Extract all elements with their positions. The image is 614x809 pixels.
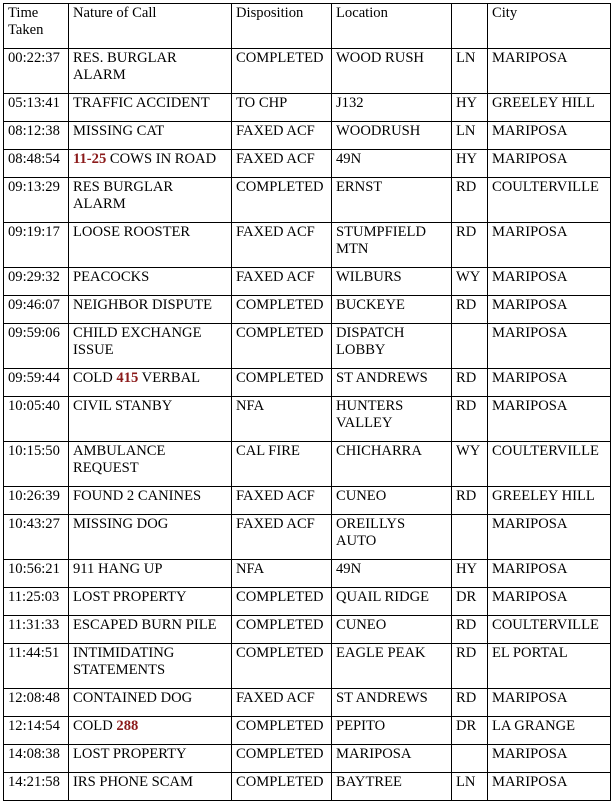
cell-street-suffix: HY (452, 94, 488, 122)
cell-street-suffix: RD (452, 296, 488, 324)
cell-time: 00:22:37 (4, 49, 69, 94)
cell-street-suffix: RD (452, 178, 488, 223)
column-header-disposition: Disposition (232, 4, 332, 49)
table-row (4, 745, 611, 773)
nature-text-suffix: VERBAL (138, 370, 201, 386)
nature-text: LOST PROPERTY (73, 746, 187, 762)
cell-disposition: COMPLETED (232, 588, 332, 616)
cell-nature (69, 369, 232, 397)
cell-street-suffix (452, 515, 488, 560)
cell-city: MARIPOSA (488, 296, 611, 324)
header-row (4, 4, 611, 49)
cell-disposition: NFA (232, 397, 332, 442)
cell-city: GREELEY HILL (488, 94, 611, 122)
cell-time: 10:56:21 (4, 560, 69, 588)
cell-disposition: FAXED ACF (232, 122, 332, 150)
cell-nature (69, 644, 232, 689)
cell-nature (69, 178, 232, 223)
nature-text: RES. BURGLAR ALARM (73, 50, 177, 83)
nature-text: CONTAINED DOG (73, 690, 193, 706)
cell-city: MARIPOSA (488, 122, 611, 150)
cell-location: ST ANDREWS (332, 689, 452, 717)
cell-nature (69, 560, 232, 588)
table-row (4, 588, 611, 616)
call-code: 11-25 (73, 151, 107, 167)
table-row (4, 689, 611, 717)
cell-time: 14:08:38 (4, 745, 69, 773)
cell-street-suffix (452, 324, 488, 369)
cell-disposition: FAXED ACF (232, 487, 332, 515)
cell-nature (69, 324, 232, 369)
cell-city: MARIPOSA (488, 150, 611, 178)
column-header-time: Time Taken (4, 4, 69, 49)
cell-city: MARIPOSA (488, 515, 611, 560)
cell-city: MARIPOSA (488, 324, 611, 369)
cell-disposition: COMPLETED (232, 745, 332, 773)
cell-location: MARIPOSA (332, 745, 452, 773)
cell-disposition: FAXED ACF (232, 150, 332, 178)
cell-time: 09:29:32 (4, 268, 69, 296)
cell-nature (69, 223, 232, 268)
nature-text: MISSING CAT (73, 123, 165, 139)
cell-time: 11:31:33 (4, 616, 69, 644)
cell-time: 10:15:50 (4, 442, 69, 487)
cell-city: COULTERVILLE (488, 616, 611, 644)
cell-time: 10:43:27 (4, 515, 69, 560)
table-row (4, 616, 611, 644)
table-row (4, 515, 611, 560)
cell-city: MARIPOSA (488, 369, 611, 397)
column-header-city: City (488, 4, 611, 49)
cell-time: 09:59:06 (4, 324, 69, 369)
table-row (4, 268, 611, 296)
table-row (4, 94, 611, 122)
column-header-suffix (452, 4, 488, 49)
column-header-nature: Nature of Call (69, 4, 232, 49)
cell-street-suffix: WY (452, 442, 488, 487)
nature-text: PEACOCKS (73, 269, 150, 285)
cell-nature (69, 515, 232, 560)
cell-disposition: TO CHP (232, 94, 332, 122)
cell-street-suffix: RD (452, 689, 488, 717)
cell-time: 08:48:54 (4, 150, 69, 178)
cell-location: BAYTREE (332, 773, 452, 801)
table-row (4, 487, 611, 515)
call-log-body (4, 49, 611, 801)
cell-time: 09:59:44 (4, 369, 69, 397)
nature-text: ESCAPED BURN PILE (73, 617, 217, 633)
nature-text: CHILD EXCHANGE ISSUE (73, 325, 202, 358)
cell-nature (69, 397, 232, 442)
cell-location: HUNTERS VALLEY (332, 397, 452, 442)
table-row (4, 223, 611, 268)
cell-disposition: FAXED ACF (232, 223, 332, 268)
cell-time: 09:19:17 (4, 223, 69, 268)
cell-city: GREELEY HILL (488, 487, 611, 515)
cell-disposition: FAXED ACF (232, 268, 332, 296)
nature-text: RES BURGLAR ALARM (73, 179, 174, 212)
cell-city: MARIPOSA (488, 588, 611, 616)
cell-disposition: COMPLETED (232, 369, 332, 397)
table-row (4, 397, 611, 442)
table-row (4, 717, 611, 745)
cell-location: WOODRUSH (332, 122, 452, 150)
cell-city: MARIPOSA (488, 689, 611, 717)
cell-disposition: FAXED ACF (232, 515, 332, 560)
cell-disposition: CAL FIRE (232, 442, 332, 487)
cell-time: 14:21:58 (4, 773, 69, 801)
nature-text: TRAFFIC ACCIDENT (73, 95, 210, 111)
cell-street-suffix (452, 745, 488, 773)
cell-nature (69, 49, 232, 94)
cell-time: 11:25:03 (4, 588, 69, 616)
cell-city: MARIPOSA (488, 223, 611, 268)
cell-street-suffix: RD (452, 616, 488, 644)
cell-city: COULTERVILLE (488, 178, 611, 223)
cell-street-suffix: HY (452, 560, 488, 588)
cell-nature (69, 122, 232, 150)
cell-location: WOOD RUSH (332, 49, 452, 94)
cell-location: PEPITO (332, 717, 452, 745)
cell-time: 10:26:39 (4, 487, 69, 515)
cell-street-suffix: RD (452, 223, 488, 268)
cell-disposition: COMPLETED (232, 717, 332, 745)
cell-street-suffix: RD (452, 644, 488, 689)
cell-street-suffix: RD (452, 487, 488, 515)
cell-city: MARIPOSA (488, 773, 611, 801)
cell-nature (69, 689, 232, 717)
cell-disposition: FAXED ACF (232, 689, 332, 717)
cell-time: 05:13:41 (4, 94, 69, 122)
cell-nature (69, 487, 232, 515)
table-row (4, 644, 611, 689)
cell-time: 08:12:38 (4, 122, 69, 150)
cell-disposition: COMPLETED (232, 616, 332, 644)
table-row (4, 49, 611, 94)
cell-street-suffix: HY (452, 150, 488, 178)
nature-text: MISSING DOG (73, 516, 169, 532)
cell-nature (69, 442, 232, 487)
table-row (4, 773, 611, 801)
cell-street-suffix: DR (452, 717, 488, 745)
nature-text: CIVIL STANBY (73, 398, 173, 414)
nature-text: COLD (73, 718, 117, 734)
cell-nature (69, 588, 232, 616)
cell-street-suffix: LN (452, 773, 488, 801)
cell-city: COULTERVILLE (488, 442, 611, 487)
cell-time: 09:13:29 (4, 178, 69, 223)
cell-location: BUCKEYE (332, 296, 452, 324)
nature-text: LOOSE ROOSTER (73, 224, 191, 240)
cell-disposition: COMPLETED (232, 324, 332, 369)
cell-location: ST ANDREWS (332, 369, 452, 397)
cell-time: 09:46:07 (4, 296, 69, 324)
cell-street-suffix: DR (452, 588, 488, 616)
table-row (4, 178, 611, 223)
cell-street-suffix: LN (452, 49, 488, 94)
call-log-table (3, 3, 611, 801)
cell-nature (69, 150, 232, 178)
cell-nature (69, 268, 232, 296)
cell-city: MARIPOSA (488, 560, 611, 588)
cell-nature (69, 745, 232, 773)
cell-location: DISPATCH LOBBY (332, 324, 452, 369)
cell-street-suffix: RD (452, 397, 488, 442)
cell-city: LA GRANGE (488, 717, 611, 745)
cell-nature (69, 616, 232, 644)
cell-nature (69, 94, 232, 122)
nature-text: COLD (73, 370, 117, 386)
cell-city: MARIPOSA (488, 268, 611, 296)
call-code: 288 (116, 718, 139, 734)
nature-text: FOUND 2 CANINES (73, 488, 202, 504)
cell-city: MARIPOSA (488, 49, 611, 94)
cell-location: EAGLE PEAK (332, 644, 452, 689)
cell-disposition: COMPLETED (232, 644, 332, 689)
cell-nature (69, 717, 232, 745)
cell-street-suffix: WY (452, 268, 488, 296)
cell-time: 10:05:40 (4, 397, 69, 442)
cell-location: OREILLYS AUTO (332, 515, 452, 560)
cell-location: CHICHARRA (332, 442, 452, 487)
cell-time: 11:44:51 (4, 644, 69, 689)
nature-text-suffix: COWS IN ROAD (106, 151, 217, 167)
cell-time: 12:08:48 (4, 689, 69, 717)
cell-street-suffix: RD (452, 369, 488, 397)
cell-street-suffix: LN (452, 122, 488, 150)
cell-location: QUAIL RIDGE (332, 588, 452, 616)
cell-disposition: COMPLETED (232, 49, 332, 94)
cell-city: EL PORTAL (488, 644, 611, 689)
cell-location: J132 (332, 94, 452, 122)
call-code: 415 (116, 370, 139, 386)
column-header-location: Location (332, 4, 452, 49)
nature-text: AMBULANCE REQUEST (73, 443, 166, 476)
cell-location: 49N (332, 560, 452, 588)
cell-location: 49N (332, 150, 452, 178)
nature-text: NEIGHBOR DISPUTE (73, 297, 213, 313)
cell-disposition: COMPLETED (232, 178, 332, 223)
nature-text: IRS PHONE SCAM (73, 774, 194, 790)
cell-disposition: COMPLETED (232, 296, 332, 324)
cell-location: ERNST (332, 178, 452, 223)
cell-disposition: COMPLETED (232, 773, 332, 801)
table-row (4, 324, 611, 369)
cell-city: MARIPOSA (488, 745, 611, 773)
nature-text: INTIMIDATING STATEMENTS (73, 645, 175, 678)
cell-location: CUNEO (332, 616, 452, 644)
table-row (4, 122, 611, 150)
cell-location: WILBURS (332, 268, 452, 296)
nature-text: 911 HANG UP (73, 561, 163, 577)
table-row (4, 296, 611, 324)
table-row (4, 560, 611, 588)
cell-time: 12:14:54 (4, 717, 69, 745)
table-row (4, 369, 611, 397)
table-row (4, 442, 611, 487)
cell-location: CUNEO (332, 487, 452, 515)
table-row (4, 150, 611, 178)
cell-disposition: NFA (232, 560, 332, 588)
cell-city: MARIPOSA (488, 397, 611, 442)
cell-location: STUMPFIELD MTN (332, 223, 452, 268)
cell-nature (69, 296, 232, 324)
nature-text: LOST PROPERTY (73, 589, 187, 605)
cell-nature (69, 773, 232, 801)
